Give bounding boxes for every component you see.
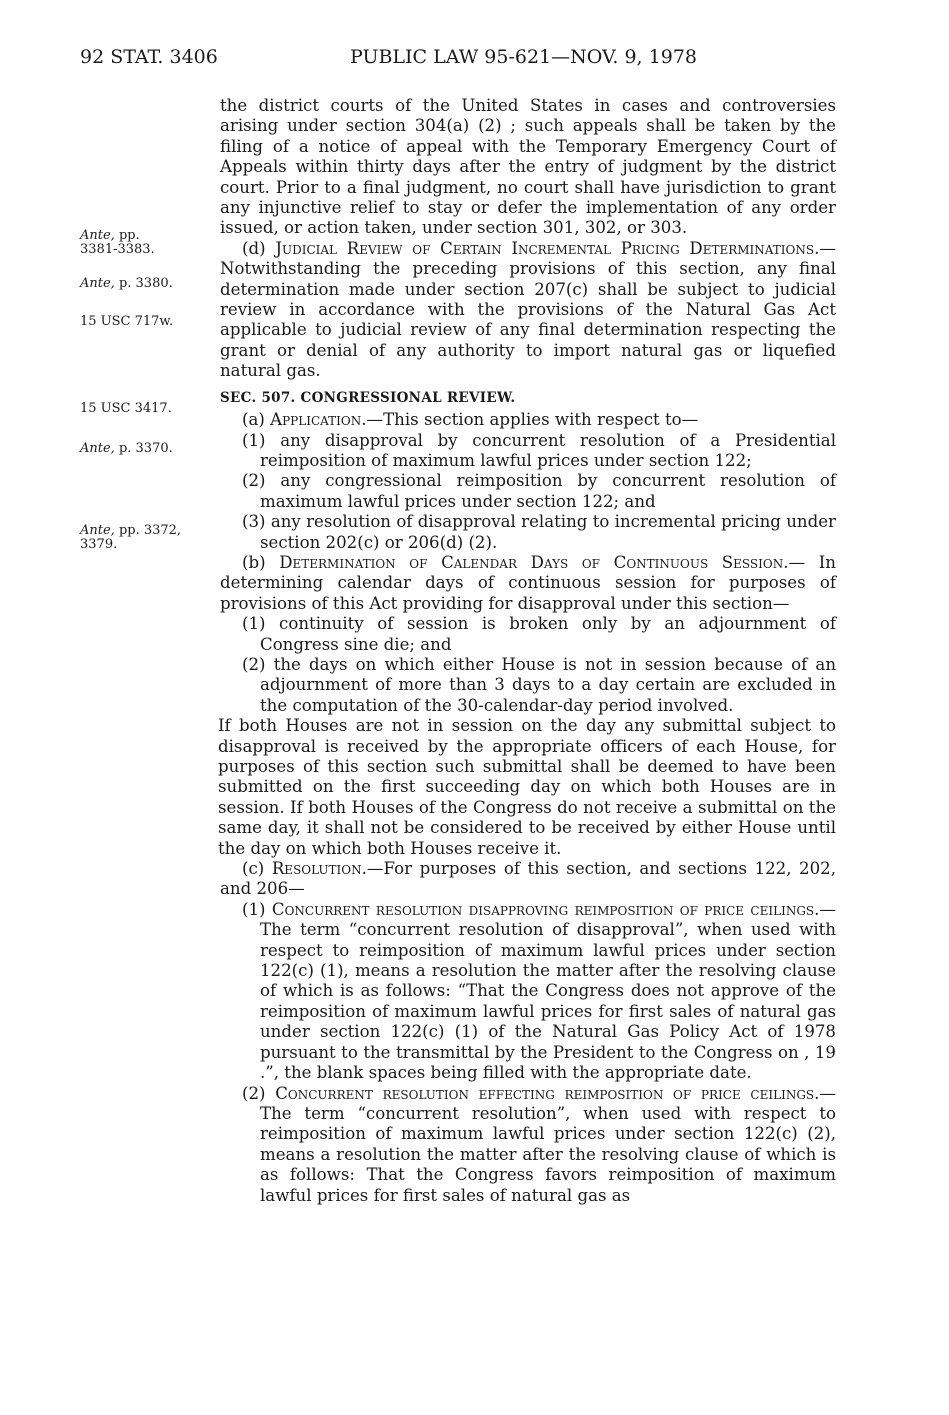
subsection-text: —For purposes of this section, and sections 122, 202, and 206—	[220, 859, 836, 899]
subsection-c	[220, 859, 836, 900]
subsection-heading: Application.	[270, 410, 367, 430]
margin-note-ante-3370	[80, 442, 208, 456]
paragraph-label: (1)	[242, 899, 272, 919]
section-heading: SEC. 507. CONGRESSIONAL REVIEW.	[220, 389, 516, 406]
margin-note-15usc3417: 15 USC 3417.	[80, 401, 172, 416]
subsection-label: (c)	[242, 859, 272, 879]
paragraph-heading: Concurrent resolution disapproving reimposition of price ceilings.	[271, 899, 820, 919]
margin-note-text: p. 3370.	[114, 441, 173, 456]
margin-note-text: p. 3380.	[114, 276, 173, 291]
margin-note-15usc717w: 15 USC 717w.	[80, 314, 174, 329]
margin-note-italic: Ante,	[80, 523, 115, 538]
margin-note-italic: Ante,	[80, 441, 115, 456]
margin-note-ante-3372	[80, 524, 208, 552]
subsection-d	[220, 239, 836, 382]
margin-note-ante-3381	[80, 229, 208, 257]
margin-note-text: 3381-3383.	[80, 242, 155, 257]
paragraph-a2: (2) any congressional reimposition by concurrent resolution of maximum lawful prices under section 122; and	[242, 471, 836, 511]
subsection-text: — In determining calendar days of continuous session for purposes of provisions of this Act providing for disapproval under this section—	[220, 552, 836, 613]
margin-note-ante-3380	[80, 277, 208, 291]
paragraph-a3: (3) any resolution of disapproval relating to incremental pricing under section 202(c) or 206(d) (2).	[242, 512, 836, 552]
subsection-heading: Judicial Review of Certain Incremental Pricing Determinations.	[275, 238, 820, 258]
subsection-label: (d)	[242, 238, 276, 258]
paragraph-b1: (1) continuity of session is broken only by an adjournment of Congress sine die; and	[242, 614, 836, 654]
subsection-heading: Resolution.	[271, 859, 367, 879]
paragraph-text: —The term “concurrent resolution of disapproval”, when used with respect to reimposition of maximum lawful prices under section 122(c) (1), means a resolution the matter after the resolving clause of which is as follows: “That the Congress does not approve of the reimposition of maximum lawful prices for first sales of natural gas under section 122(c) (1) of the Natural Gas Policy Act of 1978 pursuant to the transmittal by the President to the Congress on , 19 .”, the blank spaces being filled with the appropriate date.	[260, 899, 837, 1083]
statute-body	[220, 96, 836, 1206]
subsection-text: —Notwithstanding the preceding provisions of this section, any final determination made under section 207(c) shall be subject to judicial review in accordance with the provisions of the Natural Gas Act applicable to judicial review of any final determination respecting the grant or denial of any authority to import natural gas or liquefied natural gas.	[220, 238, 836, 381]
subsection-heading: Determination of Calendar Days of Continuous Session.	[279, 552, 789, 572]
margin-note-italic: Ante,	[80, 228, 115, 243]
margin-note-text: 3379.	[80, 537, 118, 552]
paragraph-text: —The term “concurrent resolution”, when used with respect to reimposition of maximum lawful prices under section 122(c) (2), means a resolution the matter after the resolving clause of which is as follows: That the Congress favors reimposition of maximum lawful prices for first sales of natural gas as	[260, 1083, 836, 1205]
paragraph-label: (2)	[242, 1083, 276, 1103]
paragraph-continuation: the district courts of the United States in cases and controversies arising under section 304(a) (2) ; such appeals shall be taken by the filing of a notice of appeal with the Temporary Emergency Court of Appeals within thirty days after the entry of judgment by the district court. Prior to a final judgment, no court shall have jurisdiction to grant any injunctive relief to stay or defer the implementation of any order issued, or action taken, under section 301, 302, or 303.	[220, 96, 836, 238]
statute-citation: 92 STAT. 3406	[80, 46, 218, 68]
public-law-title: PUBLIC LAW 95-621—NOV. 9, 1978	[350, 46, 697, 68]
subsection-b	[220, 553, 836, 614]
paragraph-heading: Concurrent resolution effecting reimposition of price ceilings.	[275, 1083, 820, 1103]
paragraph-c2	[220, 1084, 836, 1206]
subsection-label: (b)	[242, 552, 280, 572]
subsection-text: —This section applies with respect to—	[366, 410, 699, 430]
margin-note-italic: Ante,	[80, 276, 115, 291]
subsection-a	[220, 410, 836, 430]
paragraph-a1: (1) any disapproval by concurrent resolution of a Presidential reimposition of maximum lawful prices under section 122;	[242, 430, 836, 470]
paragraph-c1	[220, 900, 836, 1084]
margin-note-text: pp.	[114, 228, 140, 243]
subsection-label: (a)	[242, 410, 271, 430]
margin-note-text: pp. 3372,	[114, 523, 182, 538]
page-header	[80, 46, 837, 76]
paragraph-b2: (2) the days on which either House is not in session because of an adjournment of more than 3 days to a day certain are excluded in the computation of the 30-calendar-day period involved.	[242, 654, 836, 715]
subsection-b-tail: If both Houses are not in session on the day any submittal subject to disapproval is received by the appropriate officers of each House, for purposes of this section such submittal shall be deemed to have been submitted on the first succeeding day on which both Houses are in session. If both Houses of the Congress do not receive a submittal on the same day, it shall not be considered to be received by either House until the day on which both Houses receive it.	[218, 716, 836, 858]
